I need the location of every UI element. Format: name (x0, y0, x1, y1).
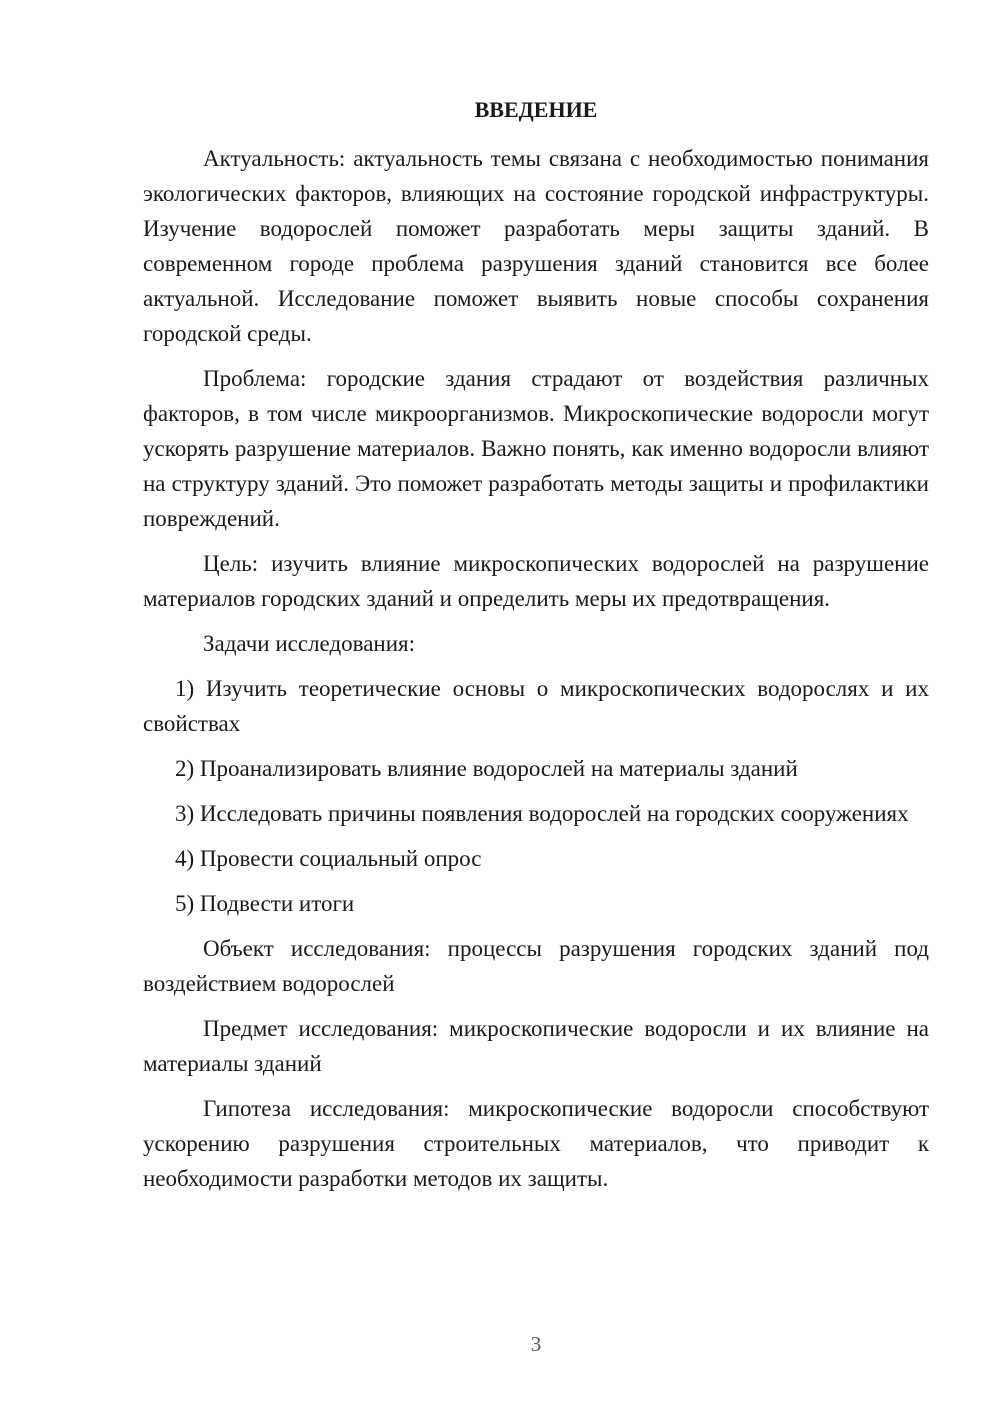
task-item-2: 2) Проанализировать влияние водорослей на материалы зданий (175, 756, 798, 781)
task-item-1: 1) Изучить теоретические основы о микроскопических водорослях и их свойствах (143, 676, 929, 736)
paragraph-subject: Предмет исследования: микроскопические водоросли и их влияние на материалы зданий (143, 1016, 929, 1076)
task-item-4: 4) Провести социальный опрос (175, 846, 482, 871)
task-item-5: 5) Подвести итоги (175, 891, 355, 916)
paragraph-relevance: Актуальность: актуальность темы связана с необходимостью понимания экологических факторов, влияющих на состояние городской инфраструктуры. Изучение водорослей поможет разработать меры защиты зданий. В современном городе проблема разрушения зданий становится все более актуальной. Исследование поможет выявить новые способы сохранения городской среды. (143, 146, 929, 346)
page-number: 3 (530, 1332, 542, 1356)
task-item-3: 3) Исследовать причины появления водорослей на городских сооружениях (175, 801, 909, 826)
paragraph-hypothesis: Гипотеза исследования: микроскопические водоросли способствуют ускорению разрушения строительных материалов, что приводит к необходимости разработки методов их защиты. (143, 1096, 929, 1191)
document-page (143, 92, 929, 1206)
paragraph-tasks-heading: Задачи исследования: (203, 631, 416, 656)
paragraph-problem: Проблема: городские здания страдают от воздействия различных факторов, в том числе микроорганизмов. Микроскопические водоросли могут ускорять разрушение материалов. Важно понять, как именно водоросли влияют на структуру зданий. Это поможет разработать методы защиты и профилактики повреждений. (143, 366, 929, 531)
page-title: ВВЕДЕНИЕ (474, 97, 598, 122)
paragraph-object: Объект исследования: процессы разрушения городских зданий под воздействием водорослей (143, 936, 929, 996)
paragraph-goal: Цель: изучить влияние микроскопических водорослей на разрушение материалов городских зданий и определить меры их предотвращения. (143, 551, 929, 611)
